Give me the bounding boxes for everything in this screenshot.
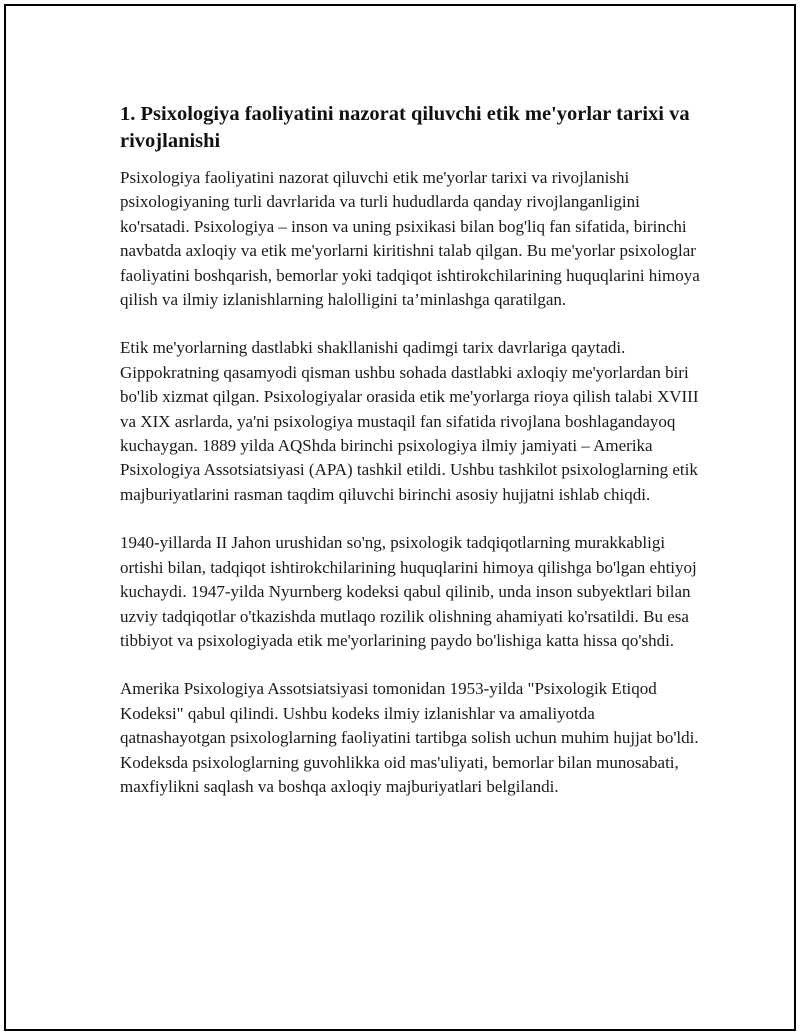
paragraph-intro: Psixologiya faoliyatini nazorat qiluvchi etik me'yorlar tarixi va rivojlanishi psixologiyaning turli davrlarida va turli hududlarda qanday rivojlanganligini ko'rsatadi. Psixologiya – inson va uning psixikasi bilan bog'liq fan sifatida, birinchi navbatda axloqiy va etik me'yorlarni kiritishni talab qilgan. Bu me'yorlar psixologlar faoliyatini boshqarish, bemorlar yoki tadqiqot ishtirokchilarining huquqlarini himoya qilish va ilmiy izlanishlarning halolligini ta’minlashga qaratilgan.	[120, 168, 700, 310]
paragraph-apa-code: Amerika Psixologiya Assotsiatsiyasi tomonidan 1953-yilda "Psixologik Etiqod Kodeksi" qabul qilindi. Ushbu kodeks ilmiy izlanishlar va amaliyotda qatnashayotgan psixologlarning faoliyatini tartibga solish uchun muhim hujjat bo'ldi. Kodeksda psixologlarning guvohlikka oid mas'uliyati, bemorlar bilan munosabati, maxfiylikni saqlash va boshqa axloqiy majburiyatlari belgilandi.	[120, 679, 699, 796]
section-heading: 1. Psixologiya faoliyatini nazorat qiluvchi etik me'yorlar tarixi va rivojlanishi	[120, 103, 690, 152]
document-body	[120, 101, 700, 823]
paragraph-origins: Etik me'yorlarning dastlabki shakllanishi qadimgi tarix davrlariga qaytadi. Gippokratning qasamyodi qisman ushbu sohada dastlabki axloqiy me'yorlardan biri bo'lib xizmat qilgan. Psixologiyalar orasida etik me'yorlarga rioya qilish talabi XVIII va XIX asrlarda, ya'ni psixologiya mustaqil fan sifatida rivojlana boshlagandayoq kuchaygan. 1889 yilda AQShda birinchi psixologiya ilmiy jamiyati – Amerika Psixologiya Assotsiatsiyasi (APA) tashkil etildi. Ushbu tashkilot psixologlarning etik majburiyatlarini rasman taqdim qiluvchi birinchi asosiy hujjatni ishlab chiqdi.	[120, 338, 699, 504]
page-frame	[4, 4, 796, 1031]
paragraph-postwar: 1940-yillarda II Jahon urushidan so'ng, psixologik tadqiqotlarning murakkabligi ortishi bilan, tadqiqot ishtirokchilarining huquqlarini himoya qilishga bo'lgan ehtiyoj kuchaydi. 1947-yilda Nyurnberg kodeksi qabul qilinib, unda inson subyektlari bilan uzviy tadqiqotlar o'tkazishda mutlaqo rozilik olishning ahamiyati ko'rsatildi. Bu esa tibbiyot va psixologiyada etik me'yorlarining paydo bo'lishiga katta hissa qo'shdi.	[120, 533, 697, 650]
